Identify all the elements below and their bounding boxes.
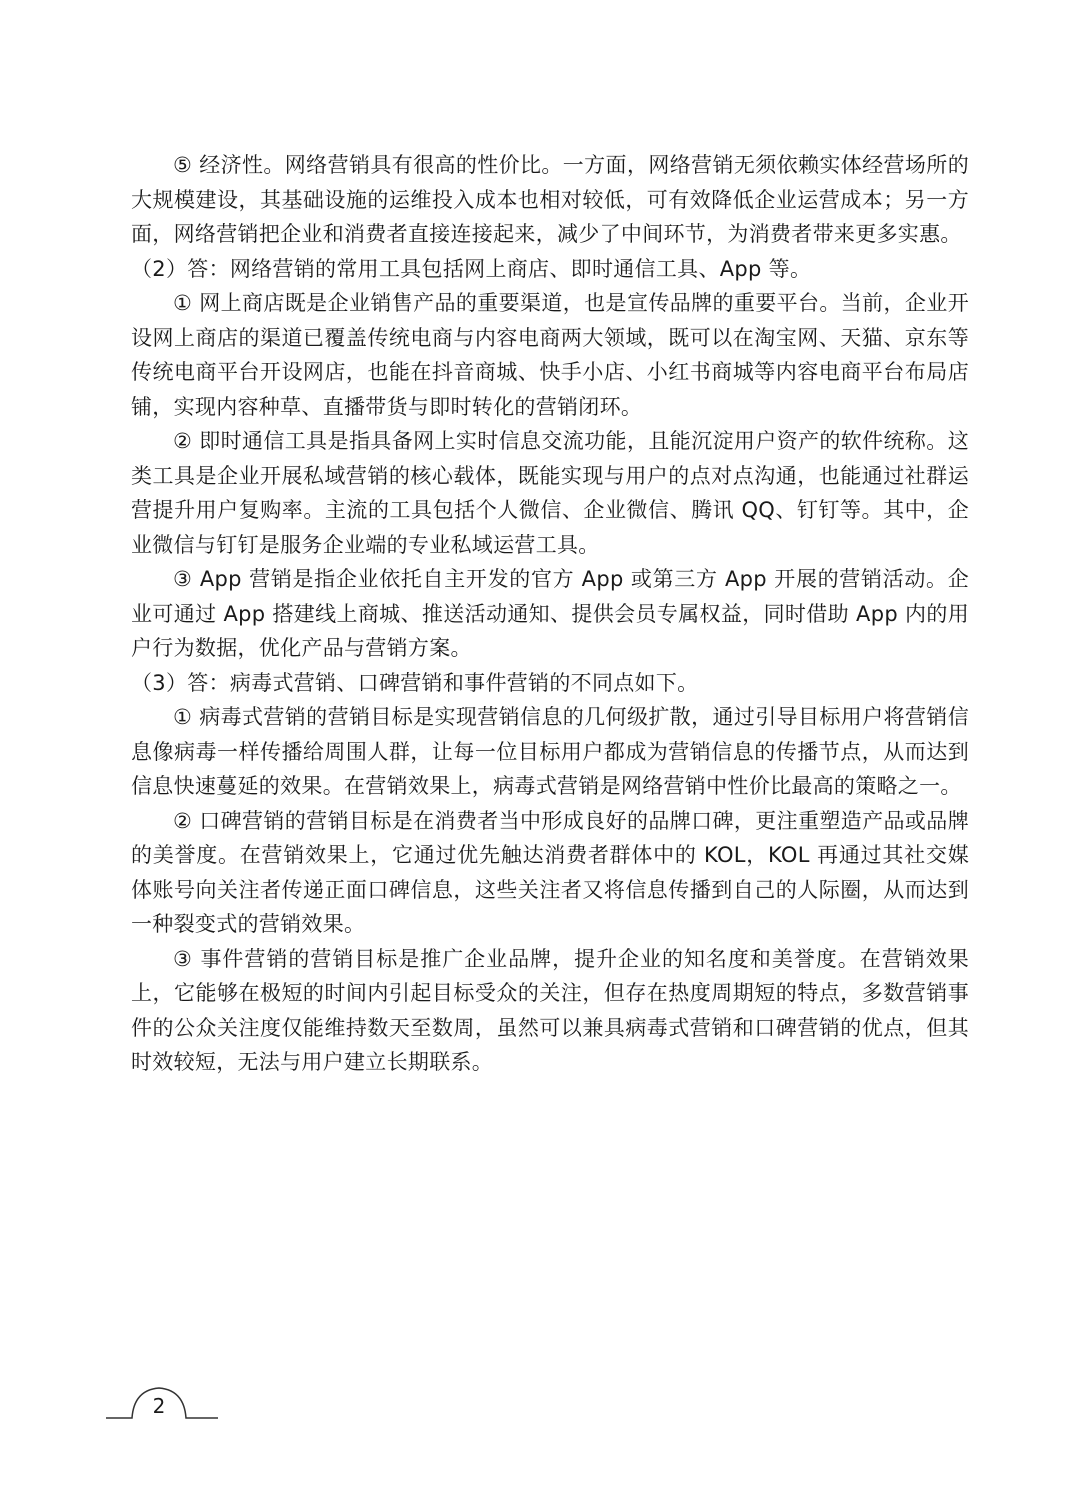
paragraph-word-of-mouth: ② 口碑营销的营销目标是在消费者当中形成良好的品牌口碑，更注重塑造产品或品牌的美誉度。在营销效果上，它通过优先触达消费者群体中的 KOL，KOL 再通过其社交媒体账号向关注者传递正面口碑信息，这些关注者又将信息传播到自己的人际圈，从而达到一种裂变式的营销效果。 <box>131 808 969 936</box>
paragraph-instant-messaging: ② 即时通信工具是指具备网上实时信息交流功能，且能沉淀用户资产的软件统称。这类工具是企业开展私域营销的核心载体，既能实现与用户的点对点沟通，也能通过社群运营提升用户复购率。主流的工具包括个人微信、企业微信、腾讯 QQ、钉钉等。其中，企业微信与钉钉是服务企业端的专业私域运营工具。 <box>131 429 969 557</box>
paragraph-event-marketing: ③ 事件营销的营销目标是推广企业品牌，提升企业的知名度和美誉度。在营销效果上，它能够在极短的时间内引起目标受众的关注，但存在热度周期短的特点，多数营销事件的公众关注度仅能维持数天至数周，虽然可以兼具病毒式营销和口碑营销的优点，但其时效较短，无法与用户建立长期联系。 <box>131 946 969 1074</box>
page-number: 2 <box>152 1394 166 1418</box>
paragraph-economy: ⑤ 经济性。网络营销具有很高的性价比。一方面，网络营销无须依赖实体经营场所的大规模建设，其基础设施的运维投入成本也相对较低，可有效降低企业运营成本；另一方面，网络营销把企业和消费者直接连接起来，减少了中间环节，为消费者带来更多实惠。 <box>131 153 969 246</box>
paragraph-app-marketing: ③ App 营销是指企业依托自主开发的官方 App 或第三方 App 开展的营销活动。企业可通过 App 搭建线上商城、推送活动通知、提供会员专属权益，同时借助 App 内的用户行为数据，优化产品与营销方案。 <box>131 567 969 660</box>
answer-3-heading: （3）答：病毒式营销、口碑营销和事件营销的不同点如下。 <box>131 670 699 695</box>
page-folio <box>106 1378 222 1428</box>
paragraph-online-store: ① 网上商店既是企业销售产品的重要渠道，也是宣传品牌的重要平台。当前，企业开设网上商店的渠道已覆盖传统电商与内容电商两大领域，既可以在淘宝网、天猫、京东等传统电商平台开设网店，也能在抖音商城、快手小店、小红书商城等内容电商平台布局店铺，实现内容种草、直播带货与即时转化的营销闭环。 <box>131 291 969 419</box>
answer-2-heading: （2）答：网络营销的常用工具包括网上商店、即时通信工具、App 等。 <box>131 256 812 281</box>
paragraph-viral-marketing: ① 病毒式营销的营销目标是实现营销信息的几何级扩散，通过引导目标用户将营销信息像病毒一样传播给周围人群，让每一位目标用户都成为营销信息的传播节点，从而达到信息快速蔓延的效果。在营销效果上，病毒式营销是网络营销中性价比最高的策略之一。 <box>131 705 969 798</box>
page-body <box>131 148 969 1080</box>
